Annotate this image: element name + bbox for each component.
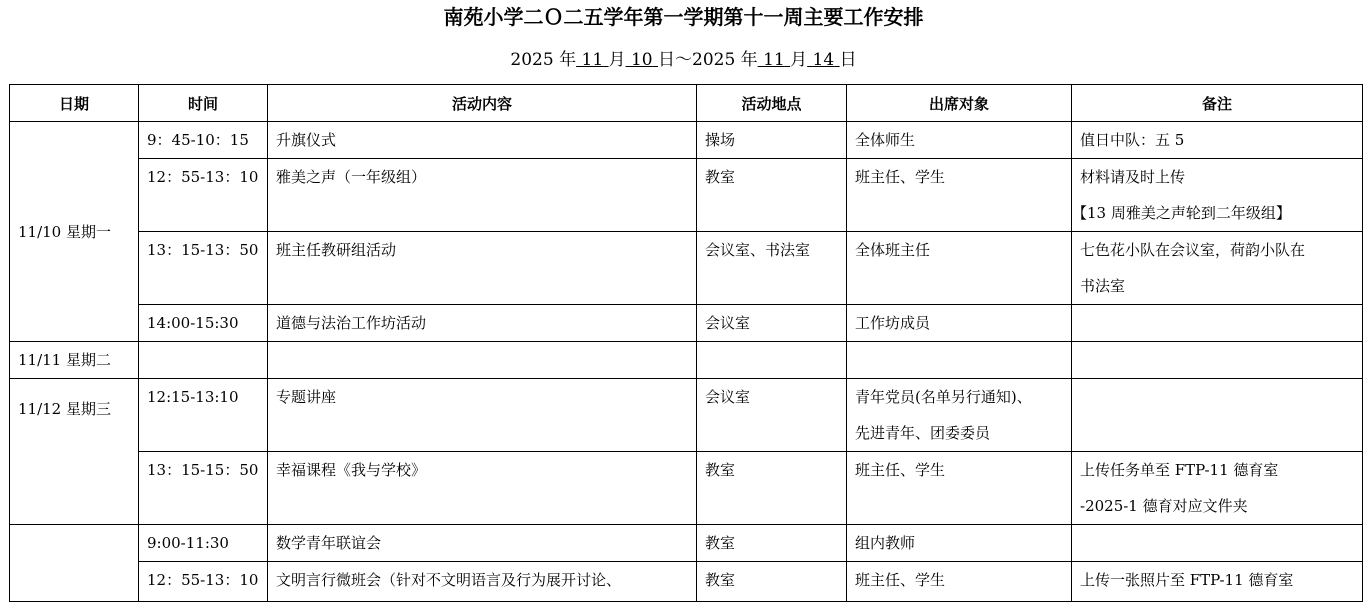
day-label: 日 (658, 50, 675, 70)
notes-cell (1072, 305, 1363, 342)
attendees-cell: 全体班主任 (847, 232, 1072, 305)
page-title: 南苑小学二Ｏ二五学年第一学期第十一周主要工作安排 (443, 5, 924, 29)
day-label: 日 (839, 50, 857, 70)
date-end-day: 14 (812, 50, 835, 70)
date-start-day: 10 (630, 50, 653, 70)
table-row (10, 159, 1363, 232)
date-range (0, 48, 1367, 72)
place-cell: 教室 (697, 159, 847, 232)
content-cell: 专题讲座 (268, 379, 697, 452)
attendees-cell (847, 342, 1072, 379)
time-cell: 12：55-13：10 (139, 562, 268, 602)
time-cell: 12：55-13：10 (139, 159, 268, 232)
date-end-year: ～2025 年 (675, 50, 758, 70)
table-row (10, 525, 1363, 562)
table-header-row (10, 85, 1363, 122)
date-cell: 11/10 星期一 (10, 122, 139, 342)
attendees-cell: 班主任、学生 (847, 562, 1072, 602)
column-header-time: 时间 (139, 85, 268, 122)
column-header-notes: 备注 (1072, 85, 1363, 122)
attendees-cell: 全体师生 (847, 122, 1072, 159)
notes-cell (1072, 379, 1363, 452)
content-cell: 文明言行微班会（针对不文明语言及行为展开讨论、 (268, 562, 697, 602)
place-cell: 教室 (697, 452, 847, 525)
notes-cell: 上传任务单至 FTP-11 德育室 -2025-1 德育对应文件夹 (1072, 452, 1363, 525)
column-header-content: 活动内容 (268, 85, 697, 122)
content-cell: 升旗仪式 (268, 122, 697, 159)
table-row (10, 562, 1363, 602)
time-cell: 13：15-13：50 (139, 232, 268, 305)
date-cell: 11/11 星期二 (10, 342, 139, 379)
content-cell: 班主任教研组活动 (268, 232, 697, 305)
notes-cell (1072, 342, 1363, 379)
notes-cell: 七色花小队在会议室，荷韵小队在 书法室 (1072, 232, 1363, 305)
time-cell (139, 342, 268, 379)
place-cell: 会议室、书法室 (697, 232, 847, 305)
date-cell (10, 525, 139, 602)
date-end-month: 11 (763, 50, 785, 70)
attendees-cell: 组内教师 (847, 525, 1072, 562)
time-cell: 12:15-13:10 (139, 379, 268, 452)
attendees-cell: 班主任、学生 (847, 159, 1072, 232)
attendees-cell: 班主任、学生 (847, 452, 1072, 525)
time-cell: 9：45-10：15 (139, 122, 268, 159)
place-cell: 操场 (697, 122, 847, 159)
table-row (10, 342, 1363, 379)
content-cell: 道德与法治工作坊活动 (268, 305, 697, 342)
time-cell: 14:00-15:30 (139, 305, 268, 342)
content-cell: 雅美之声（一年级组） (268, 159, 697, 232)
place-cell: 会议室 (697, 379, 847, 452)
month-label: 月 (790, 50, 808, 70)
column-header-date: 日期 (10, 85, 139, 122)
notes-cell: 材料请及时上传 【13 周雅美之声轮到二年级组】 (1072, 159, 1363, 232)
date-start-month: 11 (581, 50, 604, 70)
schedule-table (9, 84, 1363, 602)
time-cell: 13：15-15：50 (139, 452, 268, 525)
table-row (10, 379, 1363, 452)
column-header-attendees: 出席对象 (847, 85, 1072, 122)
notes-cell (1072, 525, 1363, 562)
content-cell: 幸福课程《我与学校》 (268, 452, 697, 525)
table-row (10, 232, 1363, 305)
column-header-place: 活动地点 (697, 85, 847, 122)
time-cell: 9:00-11:30 (139, 525, 268, 562)
notes-cell: 值日中队：五 5 (1072, 122, 1363, 159)
content-cell (268, 342, 697, 379)
table-row (10, 122, 1363, 159)
attendees-cell: 工作坊成员 (847, 305, 1072, 342)
attendees-cell: 青年党员(名单另行通知)、 先进青年、团委委员 (847, 379, 1072, 452)
content-cell: 数学青年联谊会 (268, 525, 697, 562)
place-cell: 教室 (697, 562, 847, 602)
table-row (10, 305, 1363, 342)
date-cell: 11/12 星期三 (10, 379, 139, 525)
place-cell: 会议室 (697, 305, 847, 342)
table-row (10, 452, 1363, 525)
place-cell: 教室 (697, 525, 847, 562)
month-label: 月 (608, 50, 626, 70)
date-start-year: 2025 年 (510, 50, 577, 70)
place-cell (697, 342, 847, 379)
notes-cell: 上传一张照片至 FTP-11 德育室 (1072, 562, 1363, 602)
